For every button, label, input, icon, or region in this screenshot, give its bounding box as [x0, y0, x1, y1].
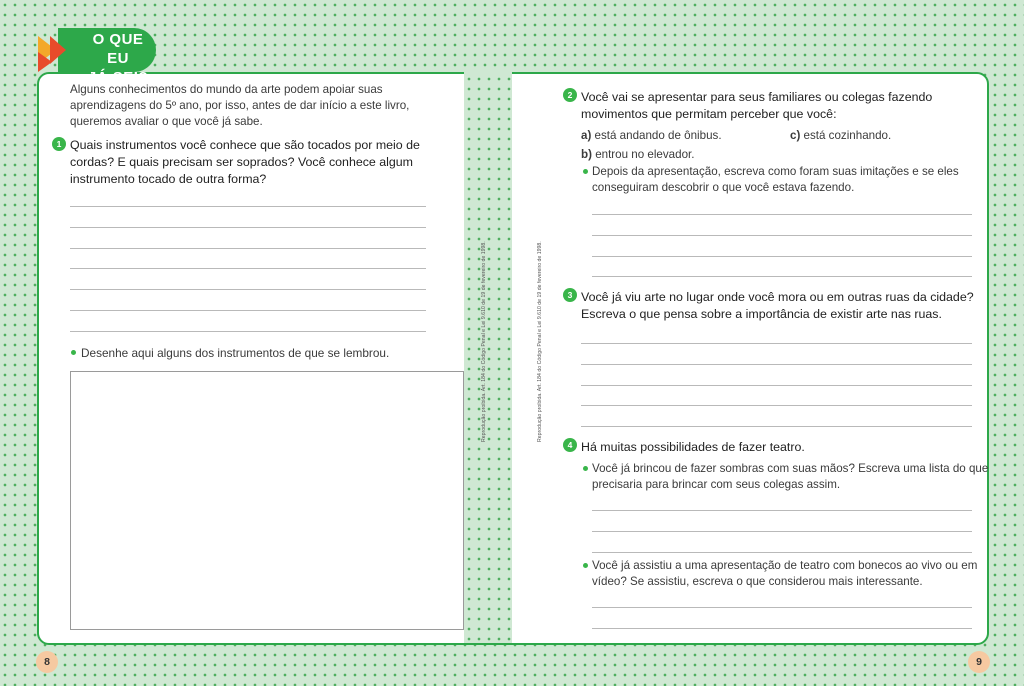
book-gutter: [464, 74, 512, 643]
answer-line[interactable]: [592, 628, 972, 629]
question-number-2: 2: [563, 88, 577, 102]
answer-line[interactable]: [581, 343, 972, 344]
question-line: Você já viu arte no lugar onde você mora ou em outras ruas da cidade?: [581, 290, 974, 304]
legal-note-right: Reprodução proibida. Art. 184 do Código Penal e Lei 9.610 de 19 de fevereiro de 1998.: [537, 241, 543, 442]
option-b: [581, 147, 694, 163]
option-c: [790, 128, 891, 144]
item-line: precisaria para brincar com seus colegas assim.: [592, 478, 841, 491]
question-4-item-2: [592, 558, 977, 590]
answer-line[interactable]: [70, 310, 426, 311]
option-letter: b): [581, 148, 592, 161]
answer-line[interactable]: [70, 268, 426, 269]
intro-line: aprendizagens do 5º ano, por isso, antes de dar início a este livro,: [70, 99, 410, 112]
answer-line[interactable]: [581, 364, 972, 365]
item-line: Você já assistiu a uma apresentação de teatro com bonecos ao vivo ou em: [592, 559, 978, 572]
intro-text: [70, 82, 409, 130]
answer-line[interactable]: [70, 248, 426, 249]
legal-note-left: Reprodução proibida. Art. 184 do Código Penal e Lei 9.610 de 19 de fevereiro de 1998.: [481, 241, 487, 442]
answer-line[interactable]: [592, 235, 972, 236]
question-1-text: [70, 137, 420, 188]
question-line: Quais instrumentos você conhece que são tocados por meio de: [70, 138, 420, 152]
page-number-right: 9: [968, 651, 990, 673]
item-line: Você já brincou de fazer sombras com suas mãos? Escreva uma lista do que: [592, 462, 989, 475]
section-title: [80, 30, 156, 87]
bullet-icon: [583, 563, 588, 568]
option-text: está cozinhando.: [803, 129, 892, 142]
question-line: Você vai se apresentar para seus familiares ou colegas fazendo: [581, 90, 933, 104]
bullet-icon: [583, 169, 588, 174]
intro-line: Alguns conhecimentos do mundo da arte podem apoiar suas: [70, 83, 383, 96]
answer-line[interactable]: [592, 531, 972, 532]
question-4-title: Há muitas possibilidades de fazer teatro.: [581, 440, 805, 454]
answer-line[interactable]: [592, 510, 972, 511]
badge-arrow-small-icon: [38, 52, 52, 72]
section-title-line1: O QUE EU: [92, 31, 144, 67]
bullet-icon: [583, 466, 588, 471]
section-badge: [38, 28, 156, 86]
option-letter: a): [581, 129, 592, 142]
question-2-text: [581, 89, 932, 123]
answer-line[interactable]: [581, 426, 972, 427]
question-line: Escreva o que pensa sobre a importância de existir arte nas ruas.: [581, 307, 942, 321]
answer-line[interactable]: [70, 289, 426, 290]
question-line: cordas? E quais precisam ser soprados? Você conhece algum: [70, 155, 413, 169]
answer-line[interactable]: [592, 607, 972, 608]
question-number-1: 1: [52, 137, 66, 151]
question-line: instrumento tocado de outra forma?: [70, 172, 267, 186]
answer-line[interactable]: [592, 276, 972, 277]
intro-line: queremos avaliar o que você já sabe.: [70, 115, 263, 128]
item-line: vídeo? Se assistiu, escreva o que considerou mais interessante.: [592, 575, 923, 588]
question-4-item-1: [592, 461, 988, 493]
option-letter: c): [790, 129, 801, 142]
drawing-area[interactable]: [70, 371, 464, 630]
option-a: [581, 128, 722, 144]
followup-line: Depois da apresentação, escreva como foram suas imitações e se eles: [592, 165, 959, 178]
answer-line[interactable]: [592, 552, 972, 553]
badge-arrow-red-icon: [50, 36, 66, 64]
answer-line[interactable]: [592, 214, 972, 215]
answer-line[interactable]: [70, 206, 426, 207]
bullet-icon: [71, 350, 76, 355]
answer-line[interactable]: [70, 227, 426, 228]
question-number-4: 4: [563, 438, 577, 452]
answer-line[interactable]: [70, 331, 426, 332]
answer-line[interactable]: [581, 405, 972, 406]
draw-instruction: Desenhe aqui alguns dos instrumentos de que se lembrou.: [81, 346, 390, 360]
answer-line[interactable]: [581, 385, 972, 386]
page-number-left: 8: [36, 651, 58, 673]
followup-line: conseguiram descobrir o que você estava fazendo.: [592, 181, 855, 194]
question-line: movimentos que permitam perceber que você:: [581, 107, 837, 121]
question-2-followup: [592, 164, 959, 196]
answer-line[interactable]: [592, 256, 972, 257]
section-title-line2: JÁ SEI?: [87, 69, 149, 86]
question-number-3: 3: [563, 288, 577, 302]
question-3-text: [581, 289, 974, 323]
option-text: entrou no elevador.: [595, 148, 695, 161]
gutter-cover: [464, 72, 512, 76]
option-text: está andando de ônibus.: [594, 129, 722, 142]
